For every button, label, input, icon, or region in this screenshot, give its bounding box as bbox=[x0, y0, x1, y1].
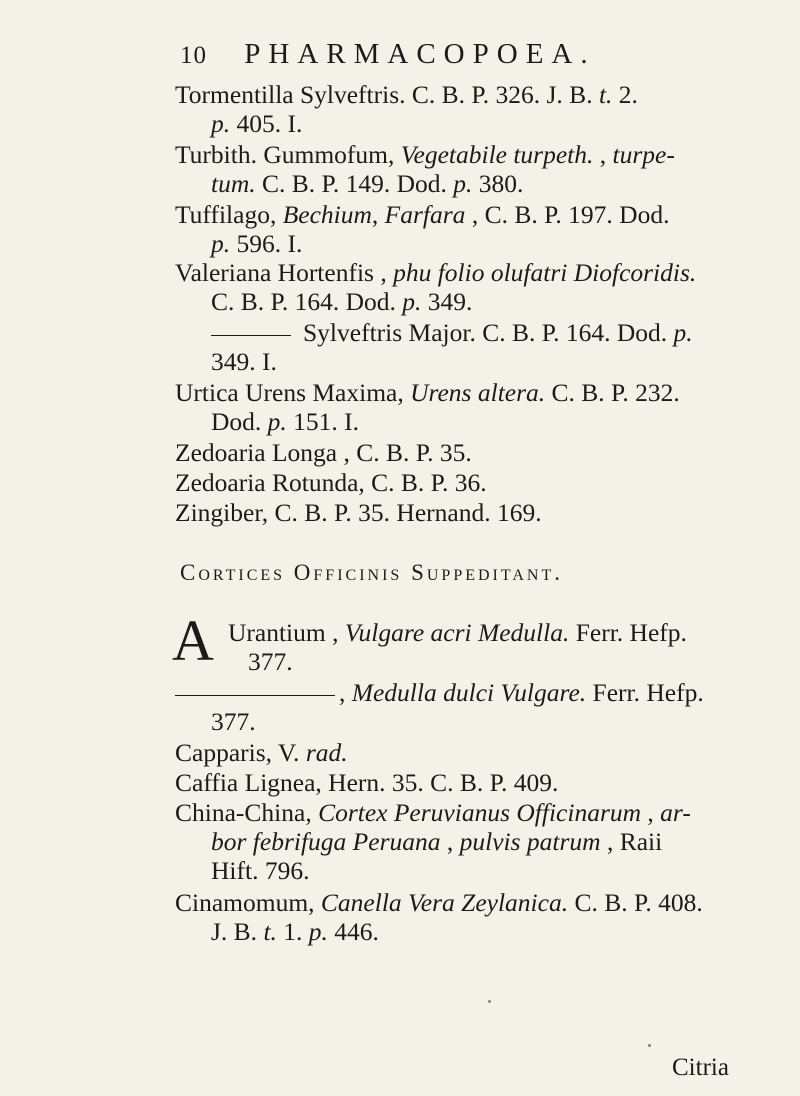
list-item: Zingiber, C. B. P. 35. Hernand. 169. bbox=[175, 498, 542, 527]
list-item: Urtica Urens Maxima, Urens altera. C. B. P. 232. Dod. p. 151. I. bbox=[175, 378, 680, 436]
catchword: Citria bbox=[672, 1054, 729, 1081]
running-header bbox=[180, 38, 596, 71]
list-item: Capparis, V. rad. bbox=[175, 738, 348, 767]
running-title: PHARMACOPOEA. bbox=[244, 38, 596, 70]
page-number: 10 bbox=[180, 42, 207, 69]
ditto-dash bbox=[211, 335, 291, 336]
ink-speck bbox=[648, 1044, 651, 1047]
list-item: Cinamomum, Canella Vera Zeylanica. C. B. P. 408. J. B. t. 1. p. 446. bbox=[175, 888, 703, 946]
list-item: Valeriana Hortenfis , phu folio olufatri Diofcoridis. C. B. P. 164. Dod. p. 349. bbox=[175, 258, 697, 316]
list-item: Urantium , Vulgare acri Medulla. Ferr. Hefp. 377. bbox=[228, 618, 687, 676]
drop-cap: A bbox=[172, 608, 214, 673]
list-item: Tuffilago, Bechium, Farfara , C. B. P. 197. Dod. p. 596. I. bbox=[175, 200, 670, 258]
list-item: Turbith. Gummofum, Vegetabile turpeth. , turpe- tum. C. B. P. 149. Dod. p. 380. bbox=[175, 140, 675, 198]
list-item: Tormentilla Sylveftris. C. B. P. 326. J. B. t. 2. p. 405. I. bbox=[175, 80, 638, 138]
list-item: Zedoaria Rotunda, C. B. P. 36. bbox=[175, 468, 487, 497]
ink-speck bbox=[488, 1000, 491, 1003]
ditto-dash bbox=[175, 695, 335, 696]
list-item: , Medulla dulci Vulgare. Ferr. Hefp. 377. bbox=[175, 678, 795, 736]
list-item: Zedoaria Longa , C. B. P. 35. bbox=[175, 438, 472, 467]
list-item: Sylveftris Major. C. B. P. 164. Dod. p. 349. I. bbox=[211, 318, 693, 376]
section-heading: Cortices Officinis Suppeditant. bbox=[180, 560, 563, 585]
list-item: Caffia Lignea, Hern. 35. C. B. P. 409. bbox=[175, 768, 559, 797]
list-item: China-China, Cortex Peruvianus Officinarum , ar- bor febrifuga Peruana , pulvis patrum , Raii Hift. 796. bbox=[175, 798, 691, 885]
